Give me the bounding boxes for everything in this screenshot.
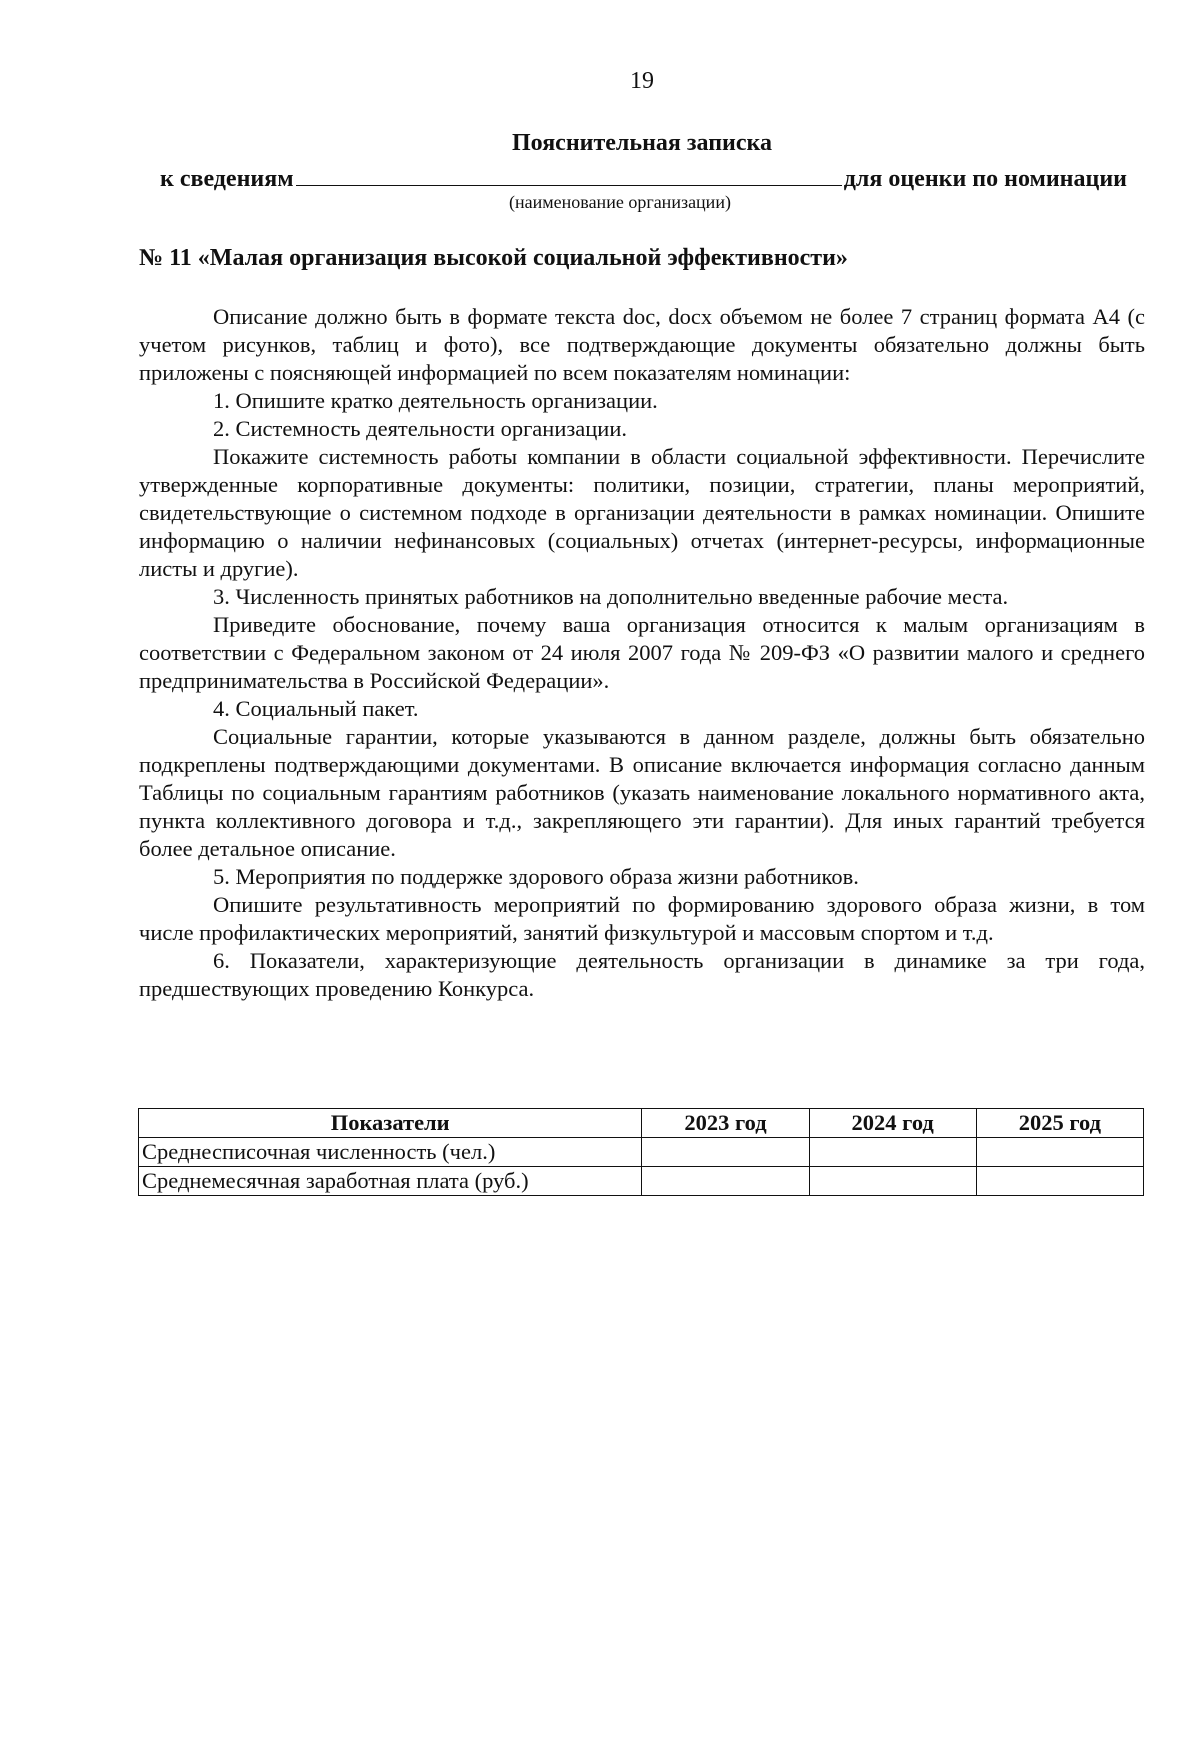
list-item-2: 2. Системность деятельности организации. xyxy=(213,416,627,441)
row-label-salary: Среднемесячная заработная плата (руб.) xyxy=(139,1167,642,1196)
row-label-headcount: Среднесписочная численность (чел.) xyxy=(139,1138,642,1167)
table-header-row xyxy=(139,1109,1144,1138)
nomination-heading: № 11 «Малая организация высокой социальной эффективности» xyxy=(139,245,848,271)
header-2024: 2024 год xyxy=(809,1109,976,1138)
for-evaluation-label: для оценки по номинации xyxy=(843,166,1127,192)
organization-name-line xyxy=(296,163,842,186)
table-row xyxy=(139,1138,1144,1167)
item-2-description: Покажите системность работы компании в области социальной эффективности. Перечислите утвержденные корпоративные документы: политики, позиции, стратегии, планы мероприятий, свидетельствующие о системном подходе в организации деятельности в рамках номинации. Опишите информацию о наличии нефинансовых (социальных) отчетах (интернет-ресурсы, информационные листы и другие). xyxy=(139,444,1145,581)
header-2023: 2023 год xyxy=(642,1109,809,1138)
item-4-description: Социальные гарантии, которые указываются в данном разделе, должны быть обязательно подкреплены подтверждающими документами. В описание включается информация согласно данным Таблицы по социальным гарантиям работников (указать наименование локального нормативного акта, пункта коллективного договора и т.д., закрепляющего эти гарантии). Для иных гарантий требуется более детальное описание. xyxy=(139,724,1145,861)
organization-caption: (наименование организации) xyxy=(509,192,731,212)
item-5-description: Опишите результативность мероприятий по формированию здорового образа жизни, в том числе профилактических мероприятий, занятий физкультурой и массовым спортом и т.д. xyxy=(139,892,1145,945)
cell-headcount-2024[interactable] xyxy=(809,1138,976,1167)
list-item-3: 3. Численность принятых работников на дополнительно введенные рабочие места. xyxy=(213,584,1009,609)
table-row xyxy=(139,1167,1144,1196)
cell-headcount-2025[interactable] xyxy=(976,1138,1143,1167)
list-item-5: 5. Мероприятия по поддержке здорового образа жизни работников. xyxy=(213,864,859,889)
page-number: 19 xyxy=(630,68,654,94)
cell-salary-2023[interactable] xyxy=(642,1167,809,1196)
cell-salary-2024[interactable] xyxy=(809,1167,976,1196)
intro-paragraph: Описание должно быть в формате текста doc, docx объемом не более 7 страниц формата А4 (с учетом рисунков, таблиц и фото), все подтверждающие документы обязательно должны быть приложены с поясняющей информацией по всем показателям номинации: xyxy=(139,304,1145,385)
item-3-description: Приведите обоснование, почему ваша организация относится к малым организациям в соответствии с Федеральном законом от 24 июля 2007 года № 209-ФЗ «О развитии малого и среднего предпринимательства в Российской Федерации». xyxy=(139,612,1145,693)
list-item-1: 1. Опишите кратко деятельность организации. xyxy=(213,388,658,413)
header-2025: 2025 год xyxy=(976,1109,1143,1138)
list-item-4: 4. Социальный пакет. xyxy=(213,696,419,721)
cell-salary-2025[interactable] xyxy=(976,1167,1143,1196)
header-indicators: Показатели xyxy=(139,1109,642,1138)
cell-headcount-2023[interactable] xyxy=(642,1138,809,1167)
indicators-table xyxy=(138,1108,1144,1196)
list-item-6: 6. Показатели, характеризующие деятельность организации в динамике за три года, предшествующих проведению Конкурса. xyxy=(139,948,1145,1001)
to-info-label: к сведениям xyxy=(160,166,294,192)
to-info-row xyxy=(160,163,1127,193)
body-text xyxy=(139,303,1145,1003)
page-title: Пояснительная записка xyxy=(511,130,772,156)
